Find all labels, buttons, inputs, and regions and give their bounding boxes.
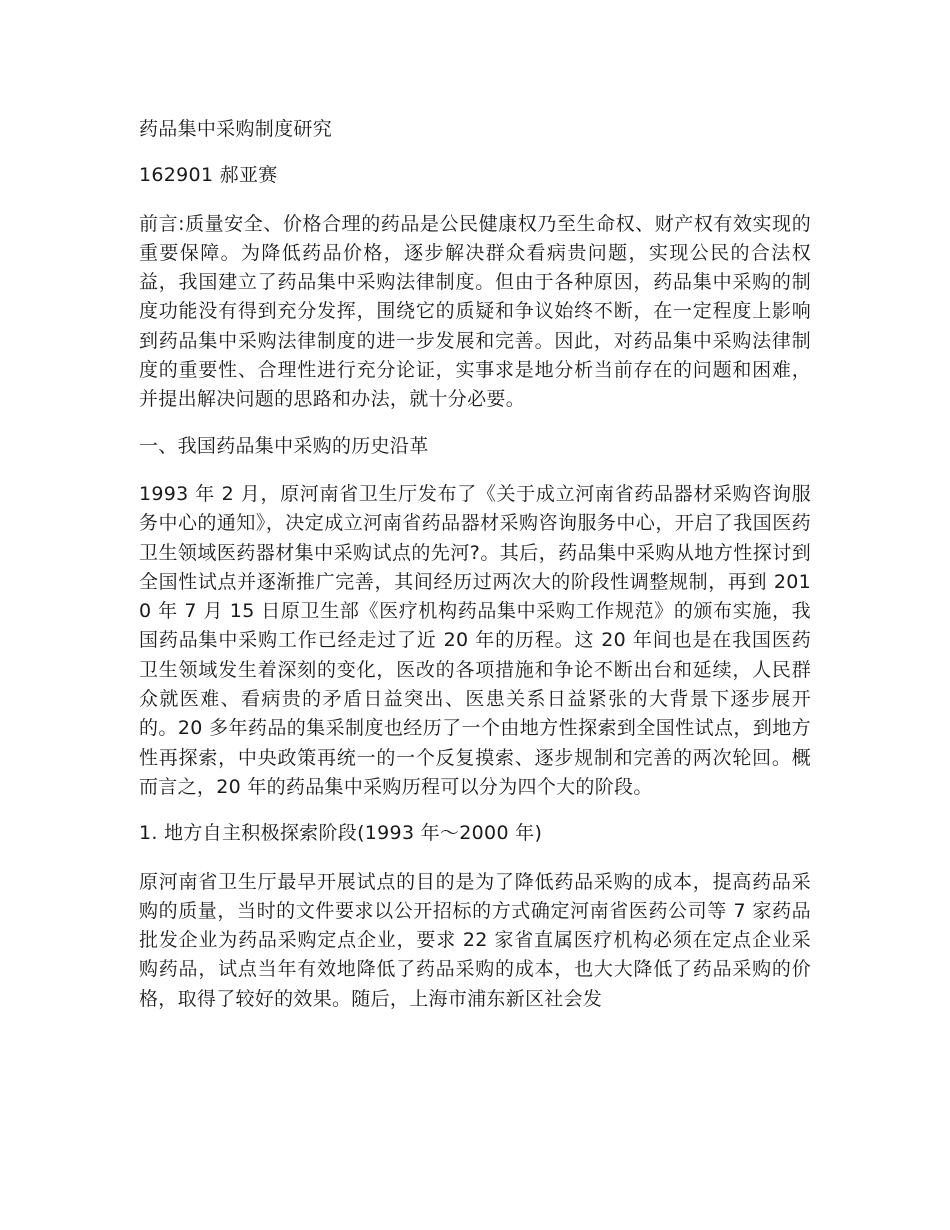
document-title: 药品集中采购制度研究: [139, 118, 333, 140]
subsection-heading: 1. 地方自主积极探索阶段(1993 年～2000 年): [139, 822, 543, 845]
history-paragraph: 1993 年 2 月，原河南省卫生厅发布了《关于成立河南省药品器材采购咨询服务中心的通知》，决定成立河南省药品器材采购咨询服务中心，开启了我国医药卫生领域医药器材集中采购试点的先河?。其后，药品集中采购从地方性探讨到全国性试点并逐渐推广完善，其间经历过两次大的阶段性调整规制，再到 2010 年 7 月 15 日原卫生部《医疗机构药品集中采购工作规范》的颁布实施，我国药品集中采购工作已经走过了近 20 年的历程。这 20 年间也是在我国医药卫生领域发生着深刻的变化，医改的各项措施和争论不断出台和延续，人民群众就医难、看病贵的矛盾日益突出、医患关系日益紧张的大背景下逐步展开的。20 多年药品的集采制度也经历了一个由地方性探索到全国性试点，到地方性再探索，中央政策再统一的一个反复摸索、逐步规制和完善的两次轮回。概而言之，20 年的药品集中采购历程可以分为四个大的阶段。: [139, 482, 811, 798]
preface-paragraph: 前言:质量安全、价格合理的药品是公民健康权乃至生命权、财产权有效实现的重要保障。为降低药品价格，逐步解决群众看病贵问题，实现公民的合法权益，我国建立了药品集中采购法律制度。但由于各种原因，药品集中采购的制度功能没有得到充分发挥，围绕它的质疑和争议始终不断，在一定程度上影响到药品集中采购法律制度的进一步发展和完善。因此，对药品集中采购法律制度的重要性、合理性进行充分论证，实事求是地分析当前存在的问题和困难，并提出解决问题的思路和办法，就十分必要。: [139, 212, 811, 411]
document-page: [139, 115, 811, 1014]
section-heading: 一、我国药品集中采购的历史沿革: [139, 434, 429, 457]
body-paragraph: 原河南省卫生厅最早开展试点的目的是为了降低药品采购的成本，提高药品采购的质量，当时的文件要求以公开招标的方式确定河南省医药公司等 7 家药品批发企业为药品采购定点企业，要求 22 家省直属医疗机构必须在定点企业采购药品，试点当年有效地降低了药品采购的成本，也大大降低了药品采购的价格，取得了较好的效果。随后，上海市浦东新区社会发: [139, 870, 811, 1010]
author-line: 162901 郝亚赛: [139, 164, 278, 187]
